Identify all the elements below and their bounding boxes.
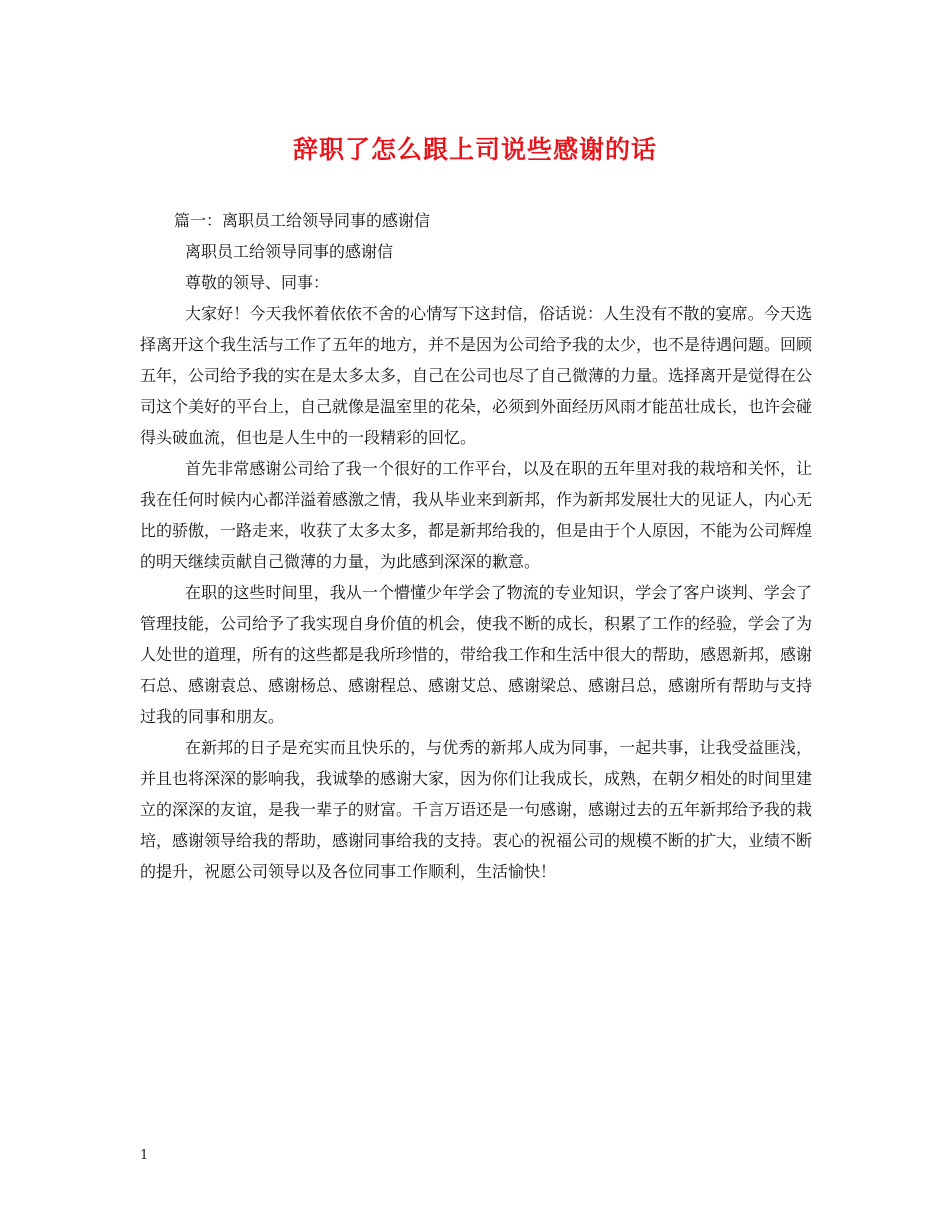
- document-body: [140, 205, 812, 887]
- section-heading: 篇一：离职员工给领导同事的感谢信: [174, 211, 431, 230]
- letter-salutation: 尊敬的领导、同事：: [185, 273, 330, 292]
- page-number: 1: [140, 1148, 149, 1163]
- document-title: 辞职了怎么跟上司说些感谢的话: [292, 135, 657, 164]
- paragraph: 大家好！今天我怀着依依不舍的心情写下这封信，俗话说：人生没有不散的宴席。今天选择离开这个我生活与工作了五年的地方，并不是因为公司给予我的太少，也不是待遇问题。回顾五年，公司给予我的实在是太多太多，自己在公司也尽了自己微薄的力量。选择离开是觉得在公司这个美好的平台上，自己就像是温室里的花朵，必须到外面经历风雨才能茁壮成长，也许会碰得头破血流，但也是人生中的一段精彩的回忆。: [140, 304, 813, 447]
- paragraph: 在职的这些时间里，我从一个懵懂少年学会了物流的专业知识，学会了客户谈判、学会了管理技能，公司给予了我实现自身价值的机会，使我不断的成长，积累了工作的经验，学会了为人处世的道理，所有的这些都是我所珍惜的，带给我工作和生活中很大的帮助，感恩新邦，感谢石总、感谢袁总、感谢杨总、感谢程总、感谢艾总、感谢梁总、感谢吕总，感谢所有帮助与支持过我的同事和朋友。: [140, 583, 813, 726]
- letter-subtitle: 离职员工给领导同事的感谢信: [185, 242, 394, 261]
- paragraph: 首先非常感谢公司给了我一个很好的工作平台，以及在职的五年里对我的栽培和关怀，让我在任何时候内心都洋溢着感激之情，我从毕业来到新邦，作为新邦发展壮大的见证人，内心无比的骄傲，一路走来，收获了太多太多，都是新邦给我的，但是由于个人原因，不能为公司辉煌的明天继续贡献自己微薄的力量，为此感到深深的歉意。: [140, 459, 813, 571]
- paragraph: 在新邦的日子是充实而且快乐的，与优秀的新邦人成为同事，一起共事，让我受益匪浅，并且也将深深的影响我，我诚挚的感谢大家，因为你们让我成长，成熟，在朝夕相处的时间里建立的深深的友谊，是我一辈子的财富。千言万语还是一句感谢，感谢过去的五年新邦给予我的栽培，感谢领导给我的帮助，感谢同事给我的支持。衷心的祝福公司的规模不断的扩大，业绩不断的提升，祝愿公司领导以及各位同事工作顺利，生活愉快！: [140, 738, 813, 881]
